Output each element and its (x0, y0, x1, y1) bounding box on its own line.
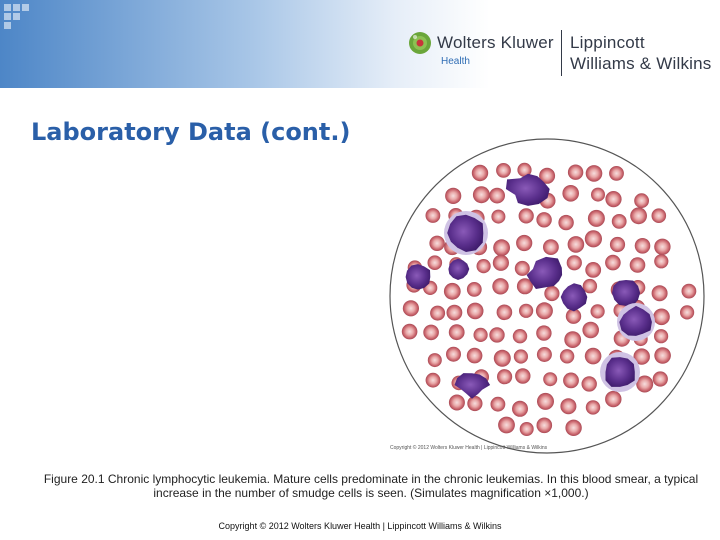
red-blood-cell (467, 396, 482, 411)
imprint-line-2: Williams & Wilkins (570, 54, 712, 73)
header-tile (4, 4, 11, 11)
red-blood-cell (635, 238, 651, 254)
red-blood-cell (423, 325, 439, 341)
lymphocyte-cell (617, 303, 655, 341)
red-blood-cell (467, 303, 484, 320)
figure-caption: Figure 20.1 Chronic lymphocytic leukemia. Mature cells predominate in the chronic leukemias. In this blood smear, a typical increase in the number of smudge cells is seen. (Simulates magnification ×1,000.) (43, 472, 699, 500)
red-blood-cell (429, 236, 444, 251)
header-tile (22, 4, 29, 11)
red-blood-cell (562, 185, 579, 202)
red-blood-cell (567, 255, 582, 270)
red-blood-cell (591, 304, 605, 318)
red-blood-cell (430, 306, 445, 321)
header-band (0, 0, 720, 88)
red-blood-cell (537, 393, 554, 410)
red-blood-cell (582, 322, 599, 339)
header-tile (4, 22, 11, 29)
figure-copyright: Copyright © 2012 Wolters Kluwer Health | Lippincott Williams & Wilkins (390, 445, 548, 451)
red-blood-cell (564, 331, 581, 348)
red-blood-cell (467, 282, 482, 297)
red-blood-cell (682, 284, 697, 299)
red-blood-cell (449, 395, 465, 411)
red-blood-cell (654, 329, 668, 343)
red-blood-cell (477, 259, 491, 273)
red-blood-cell (654, 347, 671, 364)
red-blood-cell (513, 329, 527, 343)
red-blood-cell (543, 239, 559, 255)
red-blood-cell (537, 418, 553, 434)
red-blood-cell (493, 239, 510, 256)
red-blood-cell (653, 309, 670, 326)
red-blood-cell (586, 400, 600, 414)
header-tile (4, 13, 11, 20)
red-blood-cell (605, 191, 621, 207)
red-blood-cell (568, 165, 583, 180)
red-blood-cell (652, 208, 667, 223)
red-blood-cell (519, 208, 534, 223)
red-blood-cell (680, 305, 694, 319)
imprint-line-1: Lippincott (570, 33, 645, 52)
red-blood-cell (654, 254, 668, 268)
header-tile (13, 13, 20, 20)
red-blood-cell (515, 368, 530, 383)
red-blood-cell (520, 422, 534, 436)
red-blood-cell (568, 236, 585, 253)
red-blood-cell (472, 165, 488, 181)
red-blood-cell (403, 300, 419, 316)
red-blood-cell (428, 353, 442, 367)
red-blood-cell (497, 305, 513, 321)
red-blood-cell (652, 285, 668, 301)
red-blood-cell (515, 261, 530, 276)
red-blood-cell (494, 350, 511, 367)
red-blood-cell (447, 305, 463, 321)
red-blood-cell (560, 349, 574, 363)
red-blood-cell (605, 255, 621, 271)
red-blood-cell (516, 235, 532, 251)
red-blood-cell (654, 239, 670, 255)
red-blood-cell (543, 372, 557, 386)
red-blood-cell (428, 255, 443, 270)
red-blood-cell (496, 163, 511, 178)
red-blood-cell (609, 166, 624, 181)
red-blood-cell (512, 401, 528, 417)
red-blood-cell (585, 348, 602, 365)
cell-nucleus (606, 357, 635, 387)
red-blood-cell (489, 188, 505, 204)
red-blood-cell (536, 325, 551, 340)
red-blood-cell (585, 262, 601, 278)
red-blood-cell (492, 278, 508, 294)
red-blood-cell (610, 237, 625, 252)
blood-smear-image (388, 137, 706, 455)
red-blood-cell (474, 328, 488, 342)
red-blood-cell (634, 193, 649, 208)
wolters-kluwer-logo-icon (408, 31, 432, 55)
red-blood-cell (519, 304, 533, 318)
brand-name: Wolters Kluwer (437, 33, 554, 52)
red-blood-cell (449, 324, 465, 340)
red-blood-cell (444, 283, 461, 300)
red-blood-cell (630, 257, 646, 273)
red-blood-cell (630, 207, 647, 224)
red-blood-cell (591, 188, 605, 202)
red-blood-cell (653, 371, 668, 386)
red-blood-cell (426, 373, 441, 388)
red-blood-cell (445, 188, 461, 204)
red-blood-cell (586, 165, 603, 182)
red-blood-cell (514, 349, 528, 363)
footer-copyright: Copyright © 2012 Wolters Kluwer Health | Lippincott Williams & Wilkins (218, 521, 502, 531)
red-blood-cell (473, 186, 490, 203)
slide-title: Laboratory Data (cont.) (31, 118, 351, 146)
red-blood-cell (605, 391, 621, 407)
red-blood-cell (565, 420, 581, 436)
red-blood-cell (489, 327, 504, 342)
header-tile (13, 4, 20, 11)
brand-subtitle: Health (441, 56, 470, 67)
red-blood-cell (467, 348, 483, 364)
lymphocyte-cell (444, 211, 488, 255)
logo-divider (561, 30, 562, 76)
red-blood-cell (426, 208, 441, 223)
red-blood-cell (536, 212, 551, 227)
red-blood-cell (497, 369, 512, 384)
red-blood-cell (493, 255, 509, 271)
red-blood-cell (536, 302, 553, 319)
lymphocyte-cell (600, 352, 640, 392)
red-blood-cell (588, 210, 605, 227)
red-blood-cell (491, 397, 506, 412)
red-blood-cell (537, 347, 552, 362)
red-blood-cell (585, 230, 602, 247)
red-blood-cell (402, 324, 418, 340)
red-blood-cell (612, 214, 627, 229)
red-blood-cell (558, 215, 573, 230)
red-blood-cell (446, 347, 461, 362)
red-blood-cell (563, 373, 579, 389)
red-blood-cell (560, 398, 576, 414)
red-blood-cell (491, 210, 505, 224)
red-blood-cell (544, 286, 559, 301)
red-blood-cell (498, 417, 515, 434)
red-blood-cell (582, 376, 597, 391)
